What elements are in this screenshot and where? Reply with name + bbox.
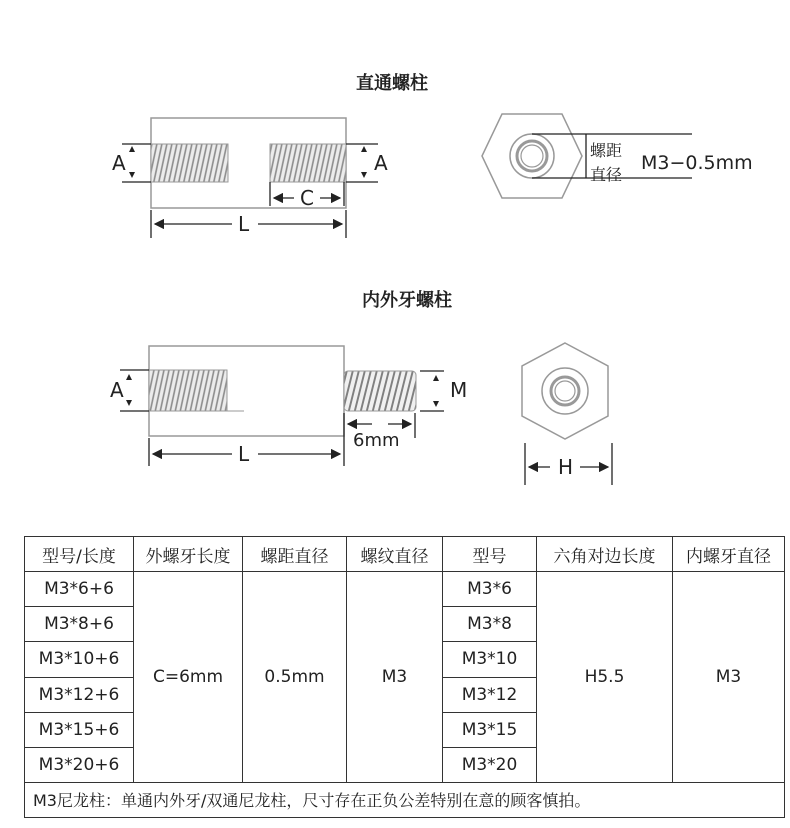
inner-thread-diameter-cell: M3 xyxy=(673,572,785,783)
right-inner-thread xyxy=(270,144,346,182)
table-header-row xyxy=(25,537,785,572)
label-l: L xyxy=(238,212,250,236)
thread-diameter-cell: M3 xyxy=(347,572,443,783)
male-thread-stud xyxy=(344,371,416,411)
model-cell: M3*12 xyxy=(443,677,537,712)
header-cell: 六角对边长度 xyxy=(537,537,673,572)
spec-table xyxy=(24,536,785,818)
label-a-right: A xyxy=(374,151,388,175)
diagram-title-male-female-standoff: 内外牙螺柱 xyxy=(362,290,452,311)
model-length-cell: M3*6+6 xyxy=(25,572,134,607)
header-cell: 内螺牙直径 xyxy=(673,537,785,572)
label-6mm: 6mm xyxy=(353,430,400,451)
model-length-cell: M3*15+6 xyxy=(25,712,134,747)
header-cell: 螺纹直径 xyxy=(347,537,443,572)
pitch-cell: 0.5mm xyxy=(243,572,347,783)
label-l: L xyxy=(238,442,250,466)
straight-standoff-side-view xyxy=(0,0,470,260)
model-length-cell: M3*12+6 xyxy=(25,677,134,712)
header-cell: 螺距直径 xyxy=(243,537,347,572)
model-cell: M3*6 xyxy=(443,572,537,607)
label-pitch-line2: 直径 xyxy=(590,165,623,184)
label-a: A xyxy=(110,378,124,402)
header-cell: 型号/长度 xyxy=(25,537,134,572)
label-c: C xyxy=(300,186,314,210)
label-a-left: A xyxy=(112,151,126,175)
hex-size-cell: H5.5 xyxy=(537,572,673,783)
outer-thread-length-cell: C=6mm xyxy=(134,572,243,783)
label-thread-spec: M3−0.5mm xyxy=(641,152,753,174)
label-m: M xyxy=(450,378,468,402)
model-length-cell: M3*10+6 xyxy=(25,642,134,677)
model-length-cell: M3*20+6 xyxy=(25,747,134,782)
male-female-standoff-side-view xyxy=(0,330,480,490)
inner-thread xyxy=(149,370,227,411)
male-female-standoff-hex-view xyxy=(510,335,630,495)
model-cell: M3*15 xyxy=(443,712,537,747)
label-pitch-line1: 螺距 xyxy=(590,141,623,160)
left-inner-thread xyxy=(151,144,228,182)
model-cell: M3*20 xyxy=(443,747,537,782)
table-footnote-row xyxy=(25,782,785,817)
table-row xyxy=(25,572,785,607)
model-length-cell: M3*8+6 xyxy=(25,607,134,642)
footnote: M3尼龙柱：单通内外牙/双通尼龙柱，尺寸存在正负公差特别在意的顾客慎拍。 xyxy=(25,782,785,817)
header-cell: 外螺牙长度 xyxy=(134,537,243,572)
diagram-title-straight-standoff: 直通螺柱 xyxy=(356,73,428,94)
straight-standoff-hex-view xyxy=(470,100,790,220)
model-cell: M3*10 xyxy=(443,642,537,677)
model-cell: M3*8 xyxy=(443,607,537,642)
header-cell: 型号 xyxy=(443,537,537,572)
label-h: H xyxy=(558,455,574,479)
